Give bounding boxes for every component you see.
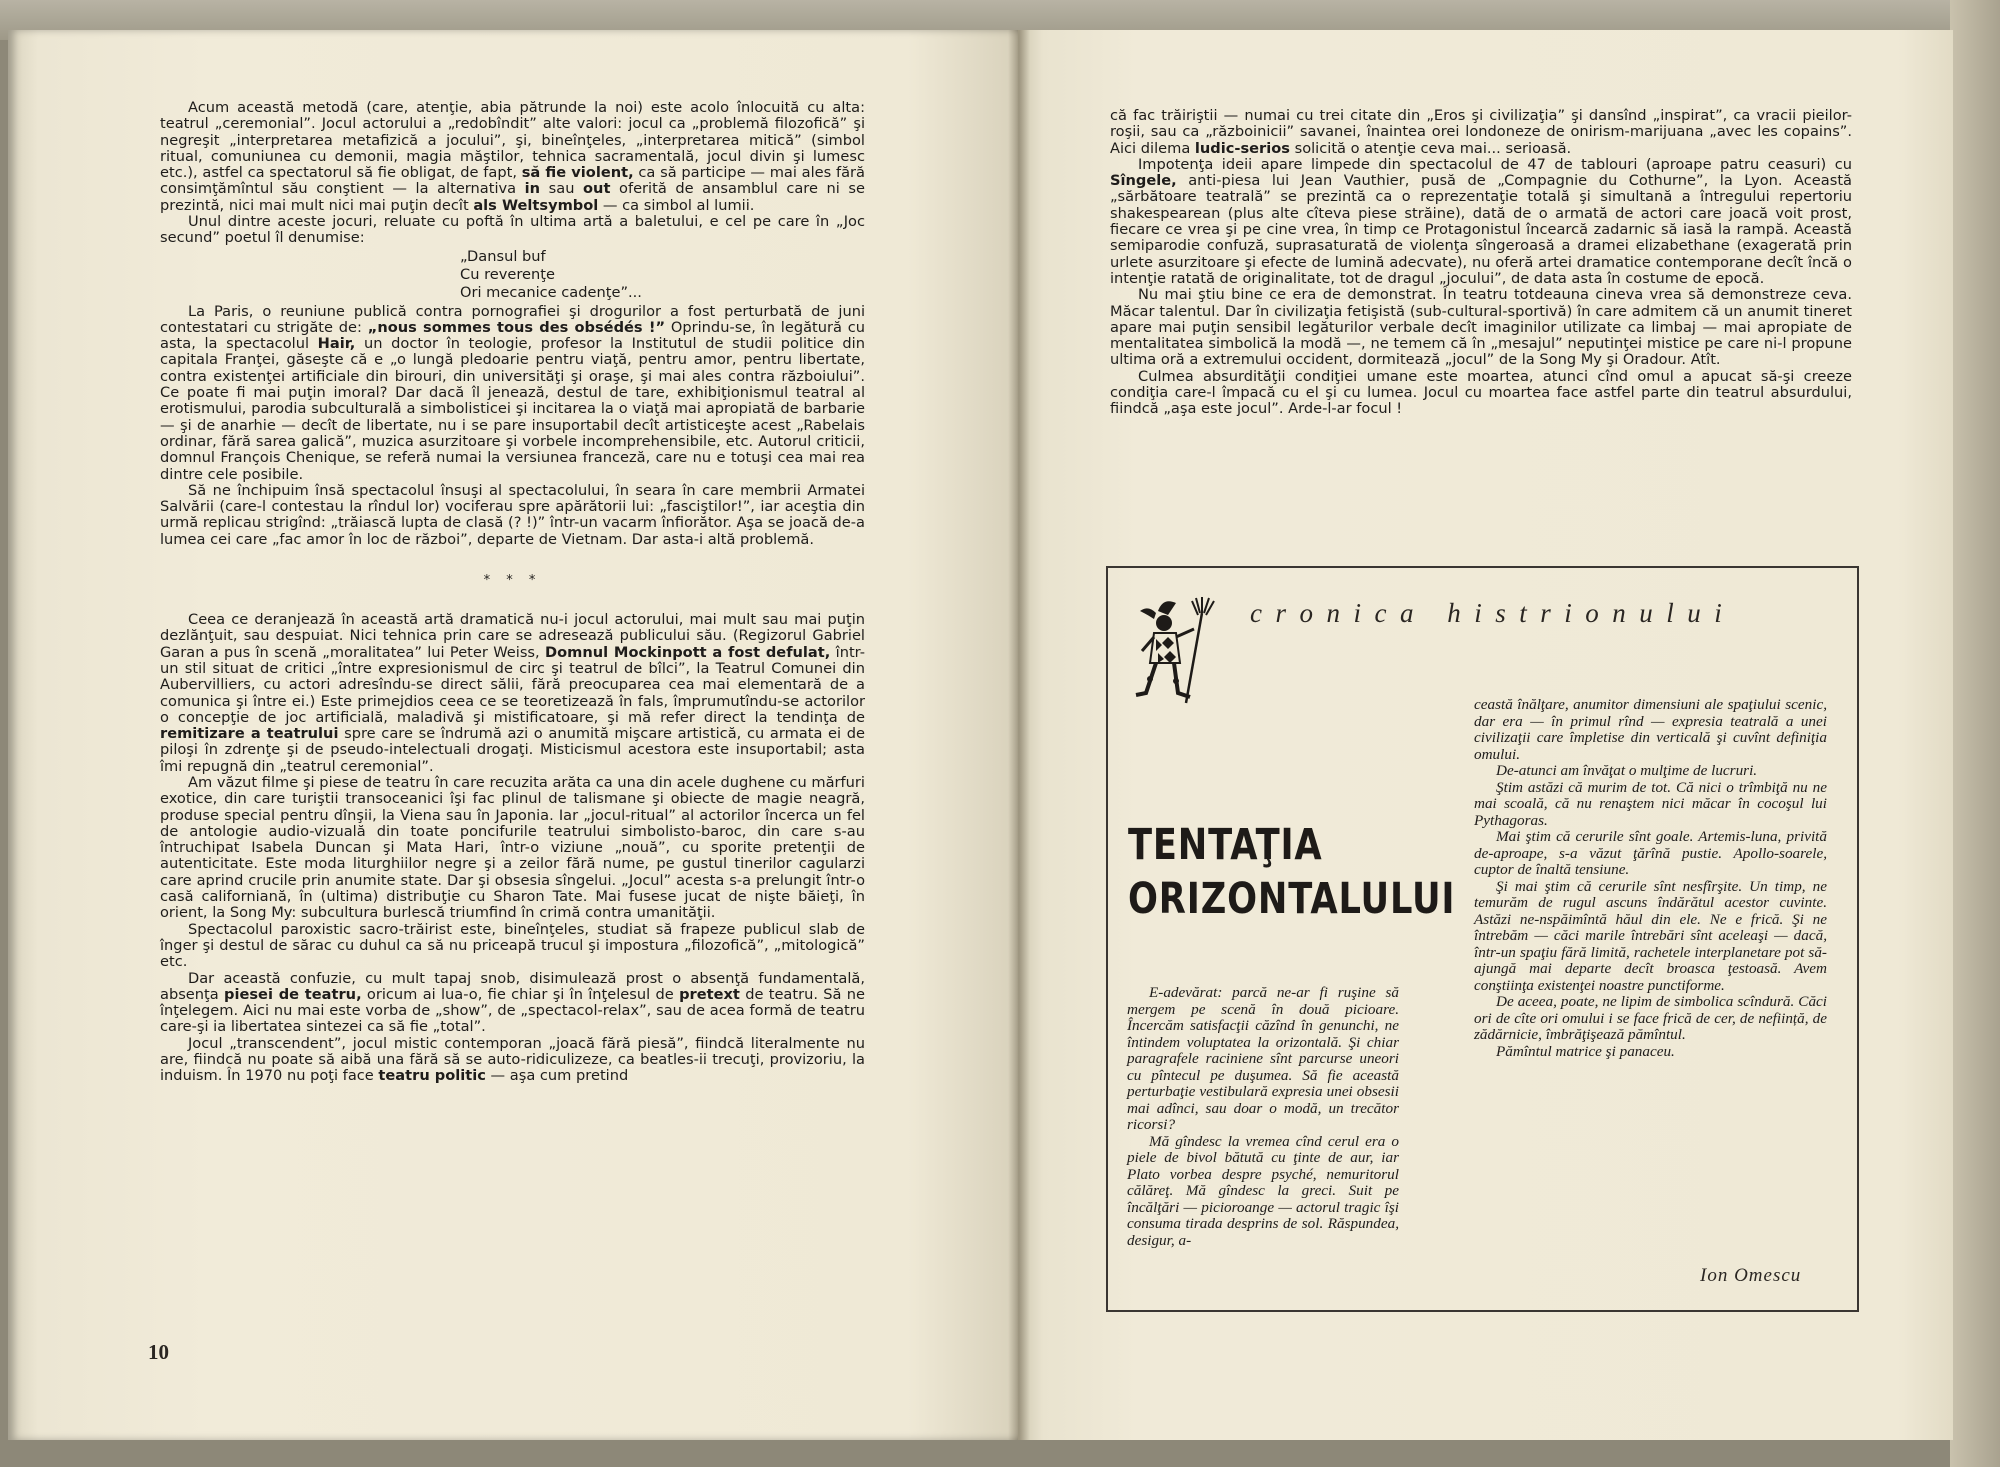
paragraph: Unul dintre aceste jocuri, reluate cu poftă în ultima artă a baletului, e cel pe care în „Joc secund” poetul îl denumise:: [160, 213, 865, 247]
paragraph: Ştim astăzi că murim de tot. Că nici o trîmbiţă nu ne mai scoală, că nu renaştem nici măcar în cocoşul lui Pythagoras.: [1474, 778, 1827, 829]
left-page-column: [160, 100, 865, 1085]
article-title: [1128, 818, 1455, 926]
paragraph: Mă gîndesc la vremea cînd cerul era o piele de bivol bătută cu ţinte de aur, iar Plato vorbea despre psyché, nemuritorul călăreţ. Mă gîndesc la greci. Suit pe încălţări — picioroange — actorul tragic îşi consuma tirada desprins de sol. Răspundea, desigur, a-: [1127, 1132, 1399, 1249]
paragraph: Acum această metodă (care, atenţie, abia pătrunde la noi) este acolo înlocuită cu alta: teatrul „ceremonial”. Jocul actorului a „redobîndit” alte valori: jocul ca „problemă filozofică” şi negreşit „interpretarea metafizică a jocului”, şi, bineînţeles, „interpretarea mitică” (simbol ritual, comuniunea cu demonii, magia măştilor, tehnica sacramentală, jocul divin şi lumesc etc.), astfel ca spectatorul să fie obligat, de fapt, să fie violent, ca să participe — mai ales fără consimţămîntul său conştient — la alternativa in sau out oferită de ansamblul care ni se prezintă, nici mai mult nici mai puţin decît als Weltsymbol — ca simbol al lumii.: [160, 99, 865, 214]
paragraph: Ceea ce deranjează în această artă dramatică nu-i jocul actorului, mai mult sau mai puţin dezlănţuit, sau despuiat. Nici tehnica prin care se adresează publicului său. (Regizorul Gabriel Garan a pus în scenă „moralitatea” lui Peter Weiss, Domnul Mockinpott a fost defulat, într-un stil situat de critici „între expresionismul de circ şi teatrul de bîlci”, la Teatrul Comunei din Aubervilliers, cu actori adresîndu-se direct sălii, fără preocuparea cea mai elementară de a comunica şi între ei.) Este primejdios ceea ce se teoretizează în fals, împrumutîndu-se actorilor o concepţie de joc artificială, maladivă şi mistificatoare, şi mă refer direct la tendinţa de remitizare a teatrului spre care se îndrumă azi o anumită mişcare artistică, cu armata ei de piloşi în zdrenţe şi de pseudo-intelectuali drogaţi. Misticismul acestora este insuportabil; asta îmi repugnă din „teatrul ceremonial”.: [160, 611, 866, 775]
page-gutter: [1008, 30, 1030, 1440]
paragraph: Jocul „transcendent”, jocul mistic contemporan „joacă fără piesă”, fiindcă literalmente nu are, fiindcă nu poate să aibă una fără să se auto-ridiculizeze, ca beatles-ii trecuţi, provizoriu, la induism. În 1970 nu poţi face teatru politic — aşa cum pretind: [160, 1034, 865, 1085]
paragraph: Spectacolul paroxistic sacro-trăirist este, bineînţeles, studiat să frapeze publicul slab de înger şi destul de sărac cu duhul ca să nu priceapă trucul şi impostura „filozofică”, „mitologică” etc.: [160, 920, 865, 971]
paragraph: Şi mai ştim că cerurile sînt nesfîrşite. Un timp, ne temurăm de rugul ascuns îndărătul acestor cuvinte. Astăzi ne-nspăimîntă hăul din ele. Ne e frică. Şi ne întrebăm — căci marile întrebări sînt aceleaşi — dacă, într-un spaţiu fără limită, rachetele interplanetare pot să-ajungă mai departe decît broasca ţestoasă. Avem conştiinţa existenţei noastre punctiforme.: [1474, 877, 1827, 994]
paragraph: că fac trăiriştii — numai cu trei citate din „Eros şi civilizaţia” şi dansînd „inspirat”, ca vracii pieilor-roşii, sau ca „războinicii” savanei, înaintea orei londoneze de onirism-marijuana „avec les copains”. Aici dilema ludic-serios solicită o atenţie ceva mai... serioasă.: [1110, 107, 1852, 157]
paragraph: Am văzut filme şi piese de teatru în care recuzita arăta ca una din acele dughene cu mărfuri exotice, din care turiştii transoceanici îşi fac plinul de talismane şi obiecte de magie neagră, produse special pentru dînşii, la Viena sau în Japonia. Iar „jocul-ritual” al actorilor încerca un fel de antologie audio-vizuală din toate poncifurile teatrului simbolisto-baroc, din care s-au întruchipat Isabela Duncan şi Mata Hari, într-o viziune „nouă”, cu sporite pretenţii de autenticitate. Este moda liturghiilor negre şi a zeilor fără nume, pe gustul tinerilor cagularzi care aprind crucile prin anumite state. Dar şi obsesia sîngelui. „Jocul” acesta s-a prelungit într-o casă californiană, în (ultima) distribuţie cu Sharon Tate. Mai fusese jucat de nişte băieţi, în orient, la Song My: subcultura burlescă triumfind în crimă contra umanităţii.: [160, 773, 865, 922]
book-cover-edge: [1950, 0, 2000, 1467]
verse-line: Cu reverenţe: [460, 265, 555, 283]
column-header-text: c r o n i c a h i s t r i o n u l u i: [1250, 598, 1722, 628]
paragraph: E-adevărat: parcă ne-ar fi ruşine să mergem pe scenă în două picioare. Încercăm satisfacţii căzînd în genunchi, ne întindem voluptatea la orizontală. Şi chiar paragrafele raciniene sînt parcurse uneori cu pîntecul pe duşumea. Să fie această perturbaţie vestibulară expresia unei obsesii mai adînci, sau doar o modă, un trecător ricorsi?: [1127, 984, 1399, 1133]
section-separator: * * *: [483, 573, 542, 589]
box-column-left: [1127, 985, 1399, 1249]
column-header: [1250, 598, 1850, 629]
page-number: 10: [148, 1340, 169, 1364]
verse-line: Ori mecanice cadenţe”...: [460, 284, 642, 302]
paragraph: Nu mai ştiu bine ce era de demonstrat. În teatru totdeauna cineva vrea să demonstreze ceva. Măcar talentul. Dar în civilizaţia fetişistă (sub-cultural-sportivă) în care admitem că un anumit tineret apare mai puţin sensibil legăturilor verbale decît imaginilor utilizate ca limbaj — mai apropiate de mentalitatea simbolică la modă —, ne temem că în „mesajul” neputinţei mistice pe care ni-l propune ultima oră a extremului occident, dormitează „jocul” de la Song My şi Oradour. Atît.: [1110, 286, 1852, 369]
paragraph: Să ne închipuim însă spectacolul însuşi al spectacolului, în seara în care membrii Armatei Salvării (care-l contestau la rîndul lor) vociferau spre apărătorii lui: „fasciştilor!”, iar aceştia din urmă replicau strigînd: „trăiască lupta de clasă (? !)” într-un vacarm înfiorător. Aşa se joacă de-a lumea cei care „fac amor în loc de război”, departe de Vietnam. Dar asta-i altă problemă.: [160, 481, 865, 548]
paragraph: La Paris, o reuniune publică contra pornografiei şi drogurilor a fost perturbată de juni contestatari cu strigăte de: „nous sommes tous des obsédés !” Oprindu-se, în legătură cu asta, la spectacolul Hair, un doctor în teologie, profesor la Institutul de studii politice din capitala Franţei, găseşte că e „o lungă pledoarie pentru viaţă, pentru amor, pentru libertate, contra existenţei artificiale din birouri, din universităţi şi oraşe, şi mai ales contra războiului”. Ce poate fi mai puţin imoral? Dar dacă îl jenează, destul de tare, exhibiţionismul teatral al erotismului, parodia subculturală a simbolisticei şi incitarea la o viaţă mai apropiată de barbarie — şi de anarhie — decît de libertate, nu i se pare insuportabil decît artisticeşte acest „Rabelais ordinar, fără sarea galică”, muzica asurzitoare şi vorbele incomprehensibile, etc. Autorul criticii, domnul François Chenique, se referă numai la versiunea franceză, care nu e totuşi cea mai rea dintre cele posibile.: [160, 302, 866, 483]
title-line: TENTAŢIA: [1128, 820, 1323, 870]
paragraph: ceastă înălţare, anumitor dimensiuni ale spaţiului scenic, dar era — în primul rînd — expresia teatrală a unei civilizaţii care împletise din verticală şi cuvînt definiţia omului.: [1474, 696, 1827, 763]
title-line: ORIZONTALULUI: [1128, 874, 1456, 924]
paragraph: Dar această confuzie, cu mult tapaj snob, disimulează prost o absenţă fundamentală, absenţa piesei de teatru, oricum ai lua-o, fie chiar şi în înţelesul de pretext de teatru. Să ne înţelegem. Aici nu mai este vorba de „show”, de „spectacol-relax”, sau de acea formă de teatru care-şi ia libertatea sintezei ca să fie „total”.: [160, 969, 866, 1036]
paragraph: Pămîntul matrice şi panaceu.: [1496, 1042, 1675, 1060]
paragraph: Mai ştim că cerurile sînt goale. Artemis-luna, privită de-aproape, s-a văzut ţărînă pustie. Apollo-soarele, cuptor de înaltă tensiune.: [1474, 828, 1827, 878]
paragraph: Impotenţa ideii apare limpede din spectacolul de 47 de tablouri (aproape patru ceasuri) cu Sîngele, anti-piesa lui Jean Vauthier, pusă de „Compagnie du Cothurne”, la Lyon. Această „sărbătoare teatrală” se prezintă ca o reprezentaţie totală şi simultană a întregului repertoriu shakespearean (plus alte cîteva piese străine), dată de o armată de actori care joacă voit prost, fiecare ce vrea şi pe cine vrea, în timp ce Protagonistul încearcă zadarnic să iasă la rampă. Această semiparodie confuză, suprasaturată de violenţa sîngeroasă a dramei elizabethane (exagerată prin urlete asurzitoare şi efecte de lumină adecvate), nu oferă artei dramatice contemporane decît încă o intenţie ratată de originalitate, tot de dragul „jocului”, de data asta în costume de epocă.: [1110, 155, 1852, 287]
jester-with-broom-icon: [1128, 593, 1228, 713]
right-page-column: [1110, 108, 1852, 418]
box-column-right: [1474, 697, 1827, 1060]
paragraph: De aceea, poate, ne lipim de simbolica scîndură. Căci ori de cîte ori omului i se face frică de cer, de neființă, de zădărnicie, îmbrăţişează pămîntul.: [1474, 993, 1827, 1043]
verse-line: „Dansul buf: [460, 247, 546, 265]
author-signature: Ion Omescu: [1700, 1265, 1802, 1286]
paragraph: De-atunci am învăţat o mulţime de lucruri.: [1496, 762, 1758, 779]
paragraph: Culmea absurdităţii condiţiei umane este moartea, atunci cînd omul a apucat să-şi creeze condiţia care-l împacă cu el şi cu lumea. Jocul cu moartea face astfel parte din teatrul absurdului, fiindcă „aşa este jocul”. Arde-l-ar focul !: [1110, 367, 1852, 418]
